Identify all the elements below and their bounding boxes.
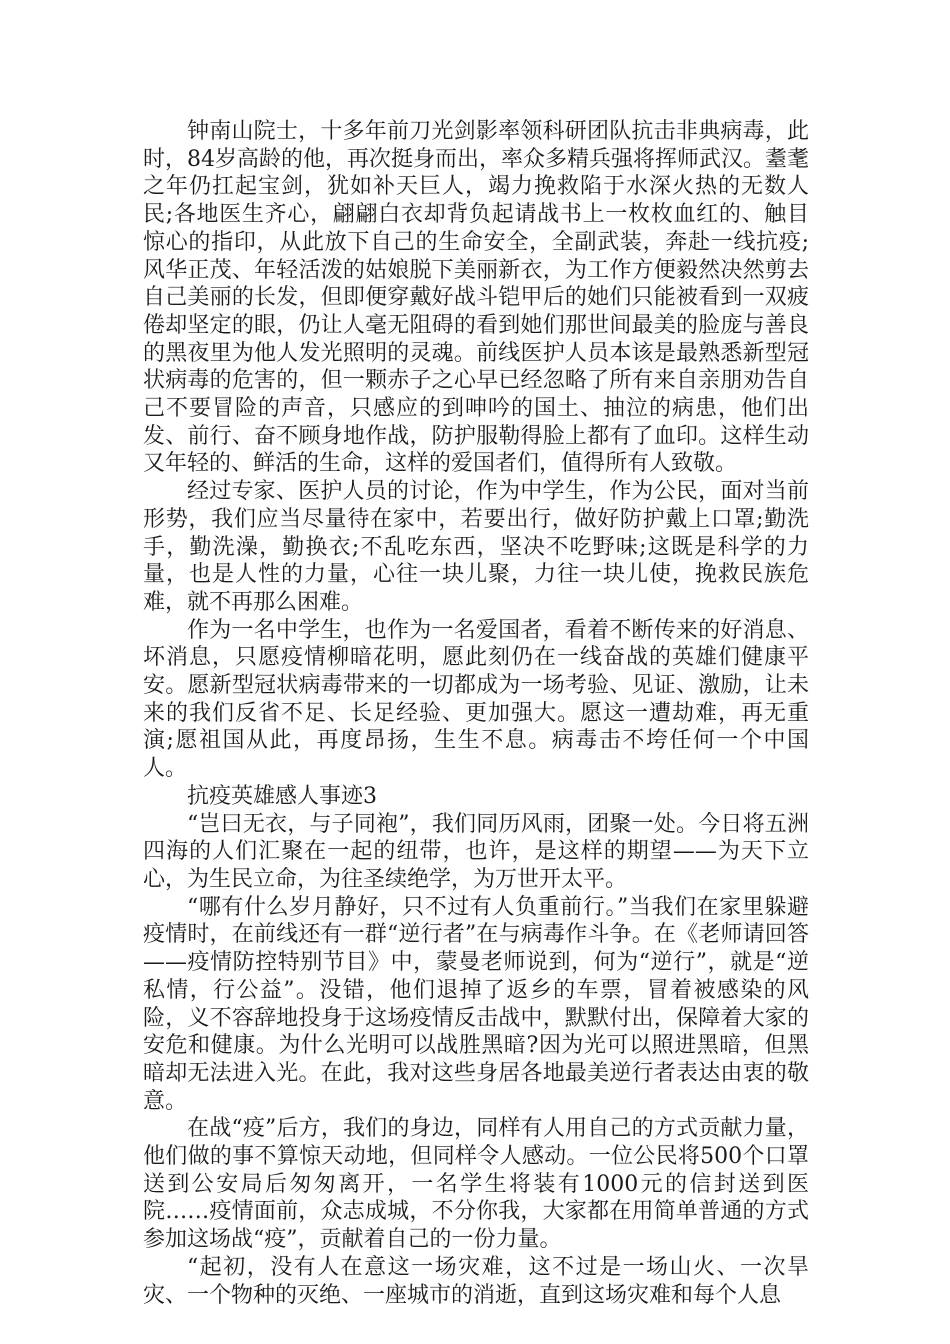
paragraph-6: 在战“疫”后方，我们的身边，同样有人用自己的方式贡献力量，他们做的事不算惊天动地，但同样令人感动。一位公民将500个口罩送到公安局后匆匆离开，一名学生将装有1000元的信封送到医院……疫情面前，众志成城，不分你我，大家都在用简单普通的方式参加这场战“疫”，贡献着自己的一份力量。: [143, 1116, 809, 1253]
paragraph-4: “岂曰无衣，与子同袍”，我们同历风雨，团聚一处。今日将五洲四海的人们汇聚在一起的纽带，也许，是这样的期望——为天下立心，为生民立命，为往圣续绝学，为万世开太平。: [143, 811, 809, 892]
paragraph-1: 钟南山院士，十多年前刀光剑影率领科研团队抗击非典病毒，此时，84岁高龄的他，再次挺身而出，率众多精兵强将挥师武汉。耋耄之年仍扛起宝剑，犹如补天巨人，竭力挽救陷于水深火热的无数人民;各地医生齐心，翩翩白衣却背负起请战书上一枚枚血红的、触目惊心的指印，从此放下自己的生命安全，全副武装，奔赴一线抗疫;风华正茂、年轻活泼的姑娘脱下美丽新衣，为工作方便毅然决然剪去自己美丽的长发，但即便穿戴好战斗铠甲后的她们只能被看到一双疲倦却坚定的眼，仍让人毫无阻碍的看到她们那世间最美的脸庞与善良的黑夜里为他人发光照明的灵魂。前线医护人员本该是最熟悉新型冠状病毒的危害的，但一颗赤子之心早已经忽略了所有来自亲朋劝告自己不要冒险的声音，只感应的到呻吟的国土、抽泣的病患，他们出发、前行、奋不顾身地作战，防护服勒得脸上都有了血印。这样生动又年轻的、鲜活的生命，这样的爱国者们，值得所有人致敬。: [143, 119, 809, 477]
paragraph-2: 经过专家、医护人员的讨论，作为中学生，作为公民，面对当前形势，我们应当尽量待在家中，若要出行，做好防护戴上口罩;勤洗手，勤洗澡，勤换衣;不乱吃东西，坚决不吃野味;这既是科学的力量，也是人性的力量，心往一块儿聚，力往一块儿使，挽救民族危难，就不再那么困难。: [143, 479, 809, 615]
paragraph-7: “起初，没有人在意这一场灾难，这不过是一场山火、一次旱灾、一个物种的灭绝、一座城市的消逝，直到这场灾难和每个人息: [143, 1254, 809, 1308]
paragraph-5: “哪有什么岁月静好，只不过有人负重前行。”当我们在家里躲避疫情时，在前线还有一群“逆行者”在与病毒作斗争。在《老师请回答——疫情防控特别节目》中，蒙曼老师说到，何为“逆行”，就是“逆私情，行公益”。没错，他们退掉了返乡的车票，冒着被感染的风险，义不容辞地投身于这场疫情反击战中，默默付出，保障着大家的安危和健康。为什么光明可以战胜黑暗?因为光可以照进黑暗，但黑暗却无法进入光。在此，我对这些身居各地最美逆行者表达由衷的敬意。: [143, 894, 809, 1114]
document-page: [143, 118, 809, 1309]
section-heading: 抗疫英雄感人事迹3: [187, 783, 377, 809]
paragraph-3: 作为一名中学生，也作为一名爱国者，看着不断传来的好消息、坏消息，只愿疫情柳暗花明，愿此刻仍在一线奋战的英雄们健康平安。愿新型冠状病毒带来的一切都成为一场考验、见证、激励，让未来的我们反省不足、长足经验、更加强大。愿这一遭劫难，再无重演;愿祖国从此，再度昂扬，生生不息。病毒击不垮任何一个中国人。: [143, 617, 809, 782]
